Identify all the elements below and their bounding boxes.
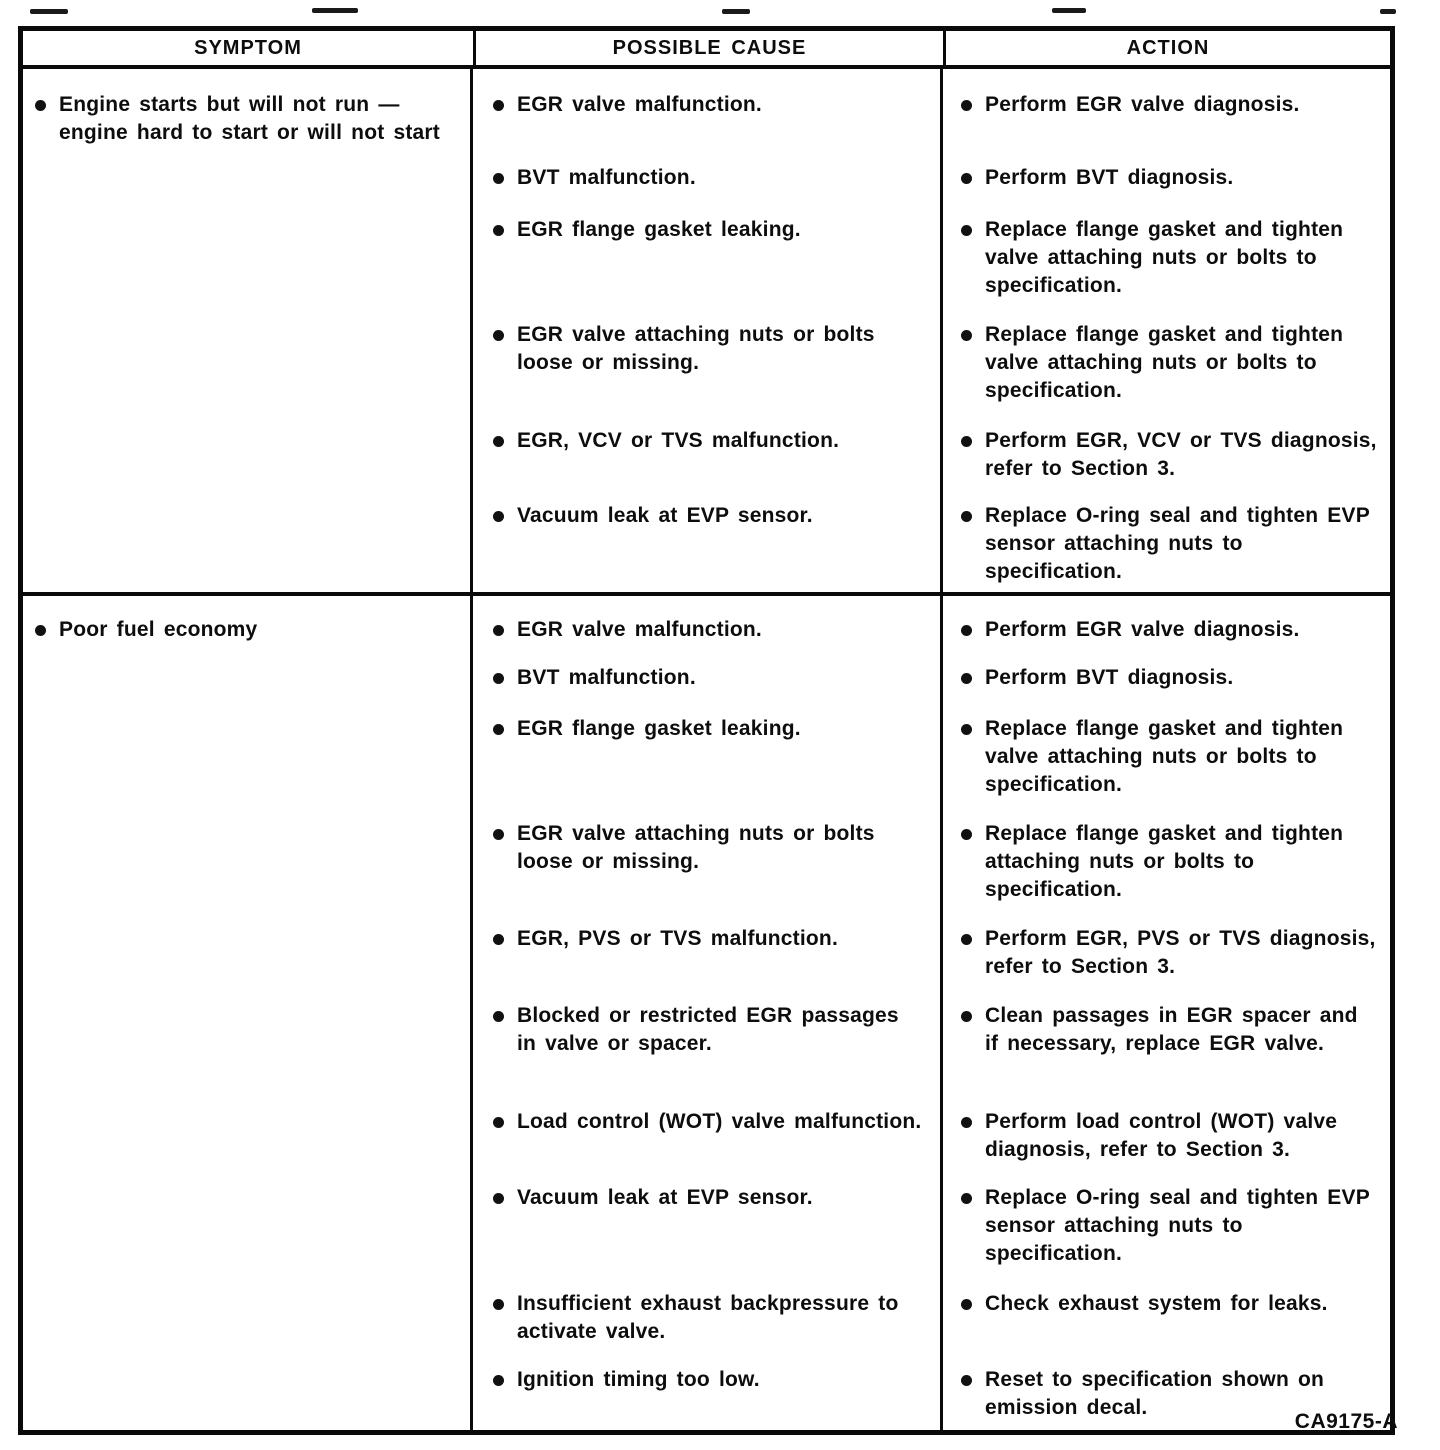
bullet-icon: [961, 1117, 972, 1128]
cause-text: EGR valve malfunction.: [517, 618, 762, 641]
list-item: [493, 1366, 924, 1394]
table-row: [23, 69, 1390, 592]
bullet-icon: [493, 1299, 504, 1310]
table-header-row: [23, 31, 1390, 69]
action-text: Perform EGR, VCV or TVS diagnosis, refer to Section 3.: [985, 429, 1377, 480]
list-item: [493, 164, 924, 192]
bullet-icon: [35, 100, 46, 111]
list-item: [493, 1002, 924, 1058]
header-possible-cause: POSSIBLE CAUSE: [473, 31, 943, 65]
action-text: Clean passages in EGR spacer and if necessary, replace EGR valve.: [985, 1004, 1358, 1055]
cause-text: EGR valve attaching nuts or bolts loose or missing.: [517, 323, 875, 374]
action-cell: [943, 596, 1390, 1430]
action-text: Replace flange gasket and tighten valve attaching nuts or bolts to specification.: [985, 218, 1344, 297]
scan-artifact: [30, 9, 68, 14]
bullet-icon: [961, 1011, 972, 1022]
list-item: [961, 664, 1378, 692]
bullet-icon: [961, 1299, 972, 1310]
symptom-text: Engine starts but will not run — engine hard to start or will not start: [59, 93, 440, 144]
bullet-icon: [961, 511, 972, 522]
cause-text: EGR valve attaching nuts or bolts loose or missing.: [517, 822, 875, 873]
action-text: Perform EGR, PVS or TVS diagnosis, refer to Section 3.: [985, 927, 1376, 978]
possible-cause-cell: [473, 69, 943, 592]
list-item: [961, 925, 1378, 981]
list-item: [961, 1002, 1378, 1058]
action-cell: [943, 69, 1390, 592]
list-item: [493, 1108, 924, 1136]
bullet-icon: [961, 625, 972, 636]
list-item: [961, 820, 1378, 904]
scan-artifact: [722, 9, 750, 14]
list-item: [493, 1184, 924, 1212]
list-item: [961, 1184, 1378, 1268]
action-text: Replace O-ring seal and tighten EVP sensor attaching nuts to specification.: [985, 1186, 1370, 1265]
list-item: [493, 502, 924, 530]
scan-artifact: [1380, 9, 1396, 14]
action-text: Perform EGR valve diagnosis.: [985, 93, 1300, 116]
symptom-cell: [23, 69, 473, 592]
bullet-icon: [493, 829, 504, 840]
cause-text: Blocked or restricted EGR passages in valve or spacer.: [517, 1004, 899, 1055]
list-item: [493, 664, 924, 692]
bullet-icon: [493, 1011, 504, 1022]
cause-text: BVT malfunction.: [517, 666, 696, 689]
list-item: [493, 616, 924, 644]
list-item: [493, 715, 924, 743]
bullet-icon: [961, 225, 972, 236]
cause-text: Vacuum leak at EVP sensor.: [517, 1186, 813, 1209]
list-item: [493, 1290, 924, 1346]
possible-cause-cell: [473, 596, 943, 1430]
list-item: [493, 820, 924, 876]
action-text: Reset to specification shown on emission decal.: [985, 1368, 1325, 1419]
bullet-icon: [493, 173, 504, 184]
bullet-icon: [961, 173, 972, 184]
symptom-cell: [23, 596, 473, 1430]
bullet-icon: [35, 625, 46, 636]
bullet-icon: [961, 100, 972, 111]
bullet-icon: [493, 1375, 504, 1386]
list-item: [961, 216, 1378, 300]
cause-text: Insufficient exhaust backpressure to activate valve.: [517, 1292, 899, 1343]
list-item: [961, 1108, 1378, 1164]
bullet-icon: [961, 829, 972, 840]
bullet-icon: [493, 625, 504, 636]
bullet-icon: [961, 673, 972, 684]
action-text: Replace flange gasket and tighten valve attaching nuts or bolts to specification.: [985, 323, 1344, 402]
bullet-icon: [493, 100, 504, 111]
list-item: [493, 427, 924, 455]
bullet-icon: [493, 330, 504, 341]
action-text: Replace flange gasket and tighten attaching nuts or bolts to specification.: [985, 822, 1344, 901]
list-item: [961, 715, 1378, 799]
list-item: [493, 91, 924, 119]
list-item: [961, 616, 1378, 644]
action-text: Check exhaust system for leaks.: [985, 1292, 1328, 1315]
action-text: Perform load control (WOT) valve diagnosis, refer to Section 3.: [985, 1110, 1338, 1161]
bullet-icon: [961, 1375, 972, 1386]
list-item: [961, 321, 1378, 405]
bullet-icon: [961, 724, 972, 735]
list-item: [493, 321, 924, 377]
list-item: [493, 216, 924, 244]
header-symptom: SYMPTOM: [194, 36, 302, 59]
bullet-icon: [961, 330, 972, 341]
list-item: [961, 502, 1378, 586]
scan-artifact: [312, 8, 358, 13]
bullet-icon: [493, 673, 504, 684]
list-item: [35, 91, 456, 147]
list-item: [961, 91, 1378, 119]
bullet-icon: [961, 436, 972, 447]
bullet-icon: [961, 1193, 972, 1204]
bullet-icon: [493, 436, 504, 447]
bullet-icon: [961, 934, 972, 945]
cause-text: Vacuum leak at EVP sensor.: [517, 504, 813, 527]
diagnosis-table: [18, 26, 1395, 1435]
cause-text: EGR, PVS or TVS malfunction.: [517, 927, 838, 950]
figure-code: CA9175-A: [1294, 1410, 1398, 1433]
list-item: [961, 1290, 1378, 1318]
cause-text: Ignition timing too low.: [517, 1368, 760, 1391]
bullet-icon: [493, 225, 504, 236]
bullet-icon: [493, 934, 504, 945]
action-text: Replace O-ring seal and tighten EVP sensor attaching nuts to specification.: [985, 504, 1370, 583]
scan-artifact: [1052, 8, 1086, 13]
cause-text: EGR, VCV or TVS malfunction.: [517, 429, 840, 452]
bullet-icon: [493, 1117, 504, 1128]
bullet-icon: [493, 1193, 504, 1204]
action-text: Perform BVT diagnosis.: [985, 166, 1234, 189]
symptom-text: Poor fuel economy: [59, 618, 258, 641]
list-item: [493, 925, 924, 953]
cause-text: EGR valve malfunction.: [517, 93, 762, 116]
action-text: Perform EGR valve diagnosis.: [985, 618, 1300, 641]
cause-text: EGR flange gasket leaking.: [517, 218, 801, 241]
list-item: [35, 616, 456, 644]
table-row: [23, 592, 1390, 1430]
cause-text: BVT malfunction.: [517, 166, 696, 189]
action-text: Replace flange gasket and tighten valve attaching nuts or bolts to specification.: [985, 717, 1344, 796]
cause-text: Load control (WOT) valve malfunction.: [517, 1110, 922, 1133]
header-action: ACTION: [943, 31, 1390, 65]
bullet-icon: [493, 724, 504, 735]
action-text: Perform BVT diagnosis.: [985, 666, 1234, 689]
cause-text: EGR flange gasket leaking.: [517, 717, 801, 740]
list-item: [961, 164, 1378, 192]
bullet-icon: [493, 511, 504, 522]
list-item: [961, 427, 1378, 483]
